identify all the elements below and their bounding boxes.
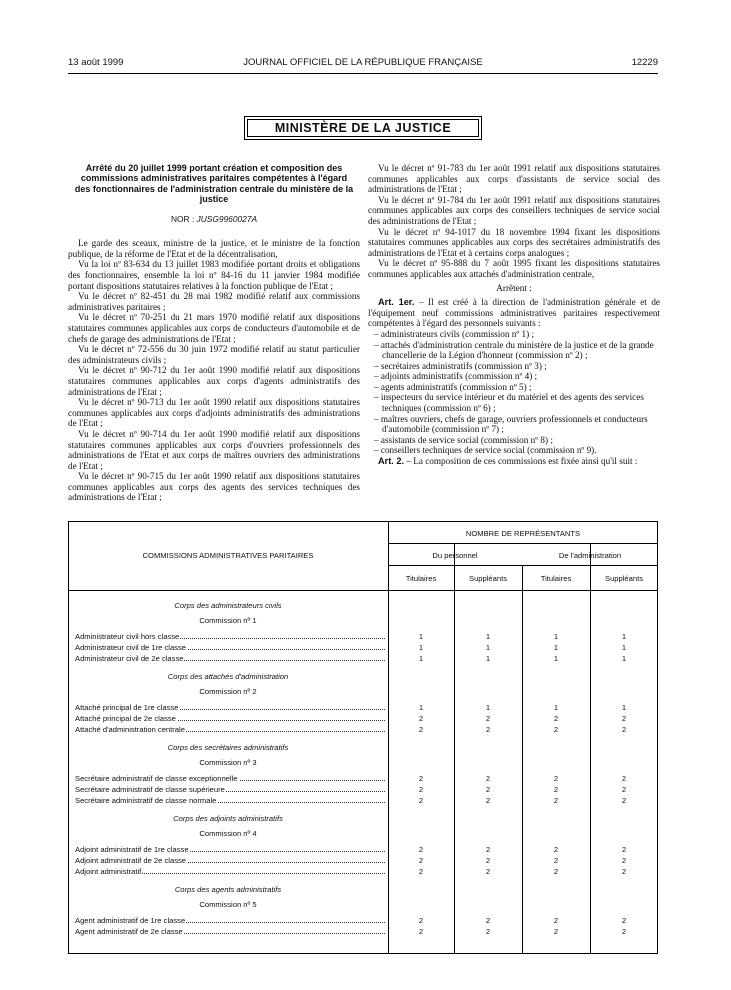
left-paragraphs bbox=[68, 238, 360, 503]
table-divider bbox=[522, 565, 523, 954]
row-label-text: Secrétaire administratif de classe normale bbox=[75, 796, 217, 805]
corps-heading: Corps des adjoints administratifs bbox=[173, 814, 283, 823]
table-cell-value: 2 bbox=[621, 725, 627, 734]
table-cell-value: 2 bbox=[553, 725, 559, 734]
table-cell-value: 2 bbox=[553, 916, 559, 925]
paragraph: Vu la loi nº 83-634 du 13 juillet 1983 modifiée portant droits et obligations des fonctionnaires, ensemble la loi nº 84-16 du 11 janvier 1984 modifiée portant dispositions statutaires relatives à la fonction publique de l'Etat ; bbox=[68, 259, 360, 291]
table-cell-value: 1 bbox=[418, 703, 424, 712]
paragraph: Vu le décret nº 90-715 du 1er août 1990 relatif aux dispositions statutaires communes applicables aux corps des agents des services techniques des administrations de l'Etat ; bbox=[68, 471, 360, 503]
table-cell-value: 1 bbox=[485, 632, 491, 641]
list-item: – maîtres ouvriers, chefs de garage, ouvriers professionnels et conducteurs d'automobile (commission nº 7) ; bbox=[374, 413, 648, 435]
table-cell-value: 2 bbox=[553, 714, 559, 723]
table-cell-value: 2 bbox=[553, 856, 559, 865]
paragraph: Vu le décret nº 90-712 du 1er août 1990 modifié relatif aux dispositions statutaires communes applicables aux corps d'agents administratifs des administrations de l'Etat ; bbox=[68, 365, 360, 397]
article-2-text: – La composition de ces commissions est fixée ainsi qu'il suit : bbox=[404, 456, 638, 467]
paragraph: Vu le décret nº 95-888 du 7 août 1995 fixant les dispositions statutaires communes applicables aux attachés d'administration centrale, bbox=[368, 258, 660, 279]
table-cell-value: 2 bbox=[418, 845, 424, 854]
table-cell-value: 1 bbox=[621, 643, 627, 652]
left-column bbox=[68, 163, 360, 503]
list-item: – conseillers techniques de service social (commission nº 9). bbox=[374, 445, 597, 456]
row-label-text: Secrétaire administratif de classe exceptionnelle bbox=[75, 774, 238, 783]
paragraph: Vu le décret nº 94-1017 du 18 novembre 1994 fixant les dispositions statutaires communes applicables aux corps des secrétaires administratifs des administrations de l'Etat et à certains corps analogues ; bbox=[368, 226, 660, 258]
table-header-personnel: Du personnel bbox=[432, 551, 478, 560]
article-1 bbox=[368, 297, 660, 329]
table-divider bbox=[454, 543, 455, 954]
row-label-text: Adjoint administratif bbox=[75, 867, 142, 876]
list-item: – agents administratifs (commission nº 5) ; bbox=[374, 381, 532, 392]
table-cell-value: 2 bbox=[418, 856, 424, 865]
paragraph: Le garde des sceaux, ministre de la justice, et le ministre de la fonction publique, de la réforme de l'Etat et de la décentralisation, bbox=[68, 238, 360, 259]
table-cell-value: 2 bbox=[621, 845, 627, 854]
table-cell-value: 2 bbox=[485, 927, 491, 936]
list-item: – administrateurs civils (commission nº 1) ; bbox=[374, 328, 535, 339]
page-header bbox=[68, 57, 658, 71]
list-item: – adjoints administratifs (commission nº 4) ; bbox=[374, 371, 538, 382]
table-header-titulaires: Titulaires bbox=[405, 574, 437, 583]
table-cell-value: 2 bbox=[621, 714, 627, 723]
table-cell-value: 2 bbox=[621, 785, 627, 794]
table-cell-value: 2 bbox=[418, 927, 424, 936]
table-divider bbox=[590, 543, 591, 954]
row-label-text: Attaché d'administration centrale bbox=[75, 725, 185, 734]
table-cell-value: 2 bbox=[418, 714, 424, 723]
table-cell-value: 2 bbox=[621, 867, 627, 876]
arrete-title: Arrêté du 20 juillet 1999 portant création et composition des commissions administratives paritaires compétentes à l'égard des fonctionnaires de l'administration centrale du ministère de la justice bbox=[74, 163, 354, 205]
table-row-label bbox=[75, 714, 385, 723]
row-label-text: Administrateur civil de 2e classe bbox=[75, 654, 184, 663]
table-row-label bbox=[75, 796, 385, 805]
table-cell-value: 2 bbox=[485, 714, 491, 723]
table-cell-value: 1 bbox=[553, 643, 559, 652]
row-label-text: Adjoint administratif de 2e classe bbox=[75, 856, 187, 865]
table-cell-value: 1 bbox=[553, 632, 559, 641]
table-divider bbox=[388, 521, 389, 954]
table-cell-value: 2 bbox=[485, 774, 491, 783]
table-cell-value: 2 bbox=[418, 725, 424, 734]
ministry-box bbox=[244, 116, 482, 140]
table-cell-value: 2 bbox=[621, 774, 627, 783]
table-cell-value: 2 bbox=[418, 867, 424, 876]
table-cell-value: 2 bbox=[485, 785, 491, 794]
table-row-label bbox=[75, 927, 385, 936]
right-column bbox=[368, 163, 660, 467]
row-label-text: Attaché principal de 2e classe bbox=[75, 714, 176, 723]
paragraph: Vu le décret nº 91-784 du 1er août 1991 relatif aux dispositions statutaires communes applicables aux corps des conseillers techniques de service social des administrations de l'Etat ; bbox=[368, 194, 660, 226]
article-1-text: – Il est créé à la direction de l'administration générale et de l'équipement neuf commissions administratives paritaires respectivement compétentes à l'égard des personnels suivants : bbox=[368, 297, 661, 329]
commission-heading: Commission nº 4 bbox=[199, 829, 257, 838]
table-cell-value: 1 bbox=[485, 703, 491, 712]
table-row-label bbox=[75, 867, 385, 876]
table-cell-value: 1 bbox=[485, 654, 491, 663]
table-cell-value: 2 bbox=[553, 845, 559, 854]
article-1-list bbox=[368, 329, 660, 456]
article-2-label: Art. 2. bbox=[378, 456, 405, 467]
table-cell-value: 2 bbox=[485, 845, 491, 854]
table-cell-value: 2 bbox=[485, 856, 491, 865]
commission-heading: Commission nº 3 bbox=[199, 758, 257, 767]
paragraph: Vu le décret nº 91-783 du 1er août 1991 relatif aux dispositions statutaires communes applicables aux corps d'assistants de service social des administrations de l'Etat ; bbox=[368, 163, 660, 195]
table-divider bbox=[388, 565, 658, 566]
header-journal-title: JOURNAL OFFICIEL DE LA RÉPUBLIQUE FRANÇAISE bbox=[243, 57, 483, 68]
row-label-text: Adjoint administratif de 1re classe bbox=[75, 845, 189, 854]
table-row-label bbox=[75, 632, 385, 641]
nor-label: NOR : bbox=[170, 213, 195, 224]
table-cell-value: 2 bbox=[621, 856, 627, 865]
paragraph: Vu le décret nº 70-251 du 21 mars 1970 modifié relatif aux dispositions statutaires communes applicables aux corps de conducteurs d'automobile et de chefs de garage des administrations de l'Etat ; bbox=[68, 312, 360, 344]
table-cell-value: 1 bbox=[621, 632, 627, 641]
corps-heading: Corps des secrétaires administratifs bbox=[167, 743, 289, 752]
table-cell-value: 1 bbox=[418, 654, 424, 663]
list-item: – secrétaires administratifs (commission nº 3) ; bbox=[374, 360, 547, 371]
table-row-label bbox=[75, 725, 385, 734]
table-row-label bbox=[75, 856, 385, 865]
table-cell-value: 2 bbox=[553, 927, 559, 936]
article-2 bbox=[368, 456, 660, 467]
commission-heading: Commission nº 2 bbox=[199, 687, 257, 696]
table-header-suppleants: Suppléants bbox=[605, 574, 643, 583]
table-row-label bbox=[75, 703, 385, 712]
table-cell-value: 1 bbox=[553, 703, 559, 712]
table-cell-value: 1 bbox=[485, 643, 491, 652]
nor-code: JUSG9960027A bbox=[196, 213, 258, 224]
table-divider bbox=[68, 590, 658, 591]
table-cell-value: 1 bbox=[621, 654, 627, 663]
ministry-title: MINISTÈRE DE LA JUSTICE bbox=[247, 119, 479, 137]
list-item: – inspecteurs du service intérieur et du matériel et des agents des services techniques (commission nº 6) ; bbox=[374, 392, 644, 414]
table-row-label bbox=[75, 785, 385, 794]
table-header-administration: De l'administration bbox=[558, 551, 622, 560]
table-row-label bbox=[75, 654, 385, 663]
arretent-heading: Arrêtent : bbox=[496, 282, 532, 293]
table-cell-value: 2 bbox=[553, 785, 559, 794]
table-cell-value: 1 bbox=[621, 703, 627, 712]
table-cell-value: 2 bbox=[485, 725, 491, 734]
row-label-text: Attaché principal de 1re classe bbox=[75, 703, 179, 712]
table-cell-value: 2 bbox=[621, 916, 627, 925]
table-divider bbox=[388, 543, 658, 544]
row-label-text: Administrateur civil hors classe bbox=[75, 632, 180, 641]
row-label-text: Administrateur civil de 1re classe bbox=[75, 643, 186, 652]
paragraph: Vu le décret nº 72-556 du 30 juin 1972 modifié relatif au statut particulier des administrateurs civils ; bbox=[68, 344, 360, 365]
paragraph: Vu le décret nº 90-713 du 1er août 1990 relatif aux dispositions statutaires communes applicables aux corps d'adjoints administratifs des administrations de l'Etat ; bbox=[68, 397, 360, 429]
paragraph: Vu le décret nº 82-451 du 28 mai 1982 modifié relatif aux commissions administratives paritaires ; bbox=[68, 291, 360, 312]
table-cell-value: 2 bbox=[553, 774, 559, 783]
header-rule bbox=[68, 73, 658, 74]
table-row-label bbox=[75, 774, 385, 783]
header-date: 13 août 1999 bbox=[68, 57, 124, 68]
table-header-representants: NOMBRE DE REPRÉSENTANTS bbox=[465, 529, 581, 538]
commission-heading: Commission nº 1 bbox=[199, 616, 257, 625]
table-cell-value: 2 bbox=[485, 916, 491, 925]
commission-heading: Commission nº 5 bbox=[199, 900, 257, 909]
table-cell-value: 1 bbox=[553, 654, 559, 663]
header-page-number: 12229 bbox=[631, 57, 658, 68]
table-cell-value: 1 bbox=[418, 643, 424, 652]
row-label-text: Agent administratif de 1re classe bbox=[75, 916, 186, 925]
table-cell-value: 2 bbox=[418, 796, 424, 805]
list-item: – assistants de service social (commission nº 8) ; bbox=[374, 434, 553, 445]
corps-heading: Corps des attachés d'administration bbox=[167, 672, 289, 681]
row-label-text: Agent administratif de 2e classe bbox=[75, 927, 183, 936]
table-cell-value: 2 bbox=[553, 796, 559, 805]
table-row-label bbox=[75, 845, 385, 854]
table-cell-value: 2 bbox=[418, 785, 424, 794]
table-cell-value: 1 bbox=[418, 632, 424, 641]
nor-reference bbox=[68, 214, 360, 225]
table-cell-value: 2 bbox=[485, 796, 491, 805]
right-paragraphs bbox=[368, 163, 660, 280]
list-item: – attachés d'administration centrale du ministère de la justice et de la grande chancellerie de la Légion d'honneur (commission nº 2) ; bbox=[374, 339, 654, 361]
table-cell-value: 2 bbox=[418, 916, 424, 925]
article-1-label: Art. 1er. bbox=[378, 297, 415, 308]
commissions-table bbox=[68, 521, 658, 954]
table-header-commissions: COMMISSIONS ADMINISTRATIVES PARITAIRES bbox=[142, 551, 314, 560]
table-row-label bbox=[75, 916, 385, 925]
corps-heading: Corps des agents administratifs bbox=[174, 885, 282, 894]
table-header-titulaires: Titulaires bbox=[540, 574, 572, 583]
table-cell-value: 2 bbox=[553, 867, 559, 876]
table-header-suppleants: Suppléants bbox=[469, 574, 507, 583]
table-row-label bbox=[75, 643, 385, 652]
paragraph: Vu le décret nº 90-714 du 1er août 1990 modifié relatif aux dispositions statutaires communes applicables aux corps d'ouvriers professionnels des administrations de l'Etat et aux corps de maîtres ouvriers des administrations de l'Etat ; bbox=[68, 428, 360, 471]
table-cell-value: 2 bbox=[621, 796, 627, 805]
table-cell-value: 2 bbox=[621, 927, 627, 936]
corps-heading: Corps des administrateurs civils bbox=[174, 601, 282, 610]
table-cell-value: 2 bbox=[418, 774, 424, 783]
table-cell-value: 2 bbox=[485, 867, 491, 876]
row-label-text: Secrétaire administratif de classe supérieure bbox=[75, 785, 225, 794]
